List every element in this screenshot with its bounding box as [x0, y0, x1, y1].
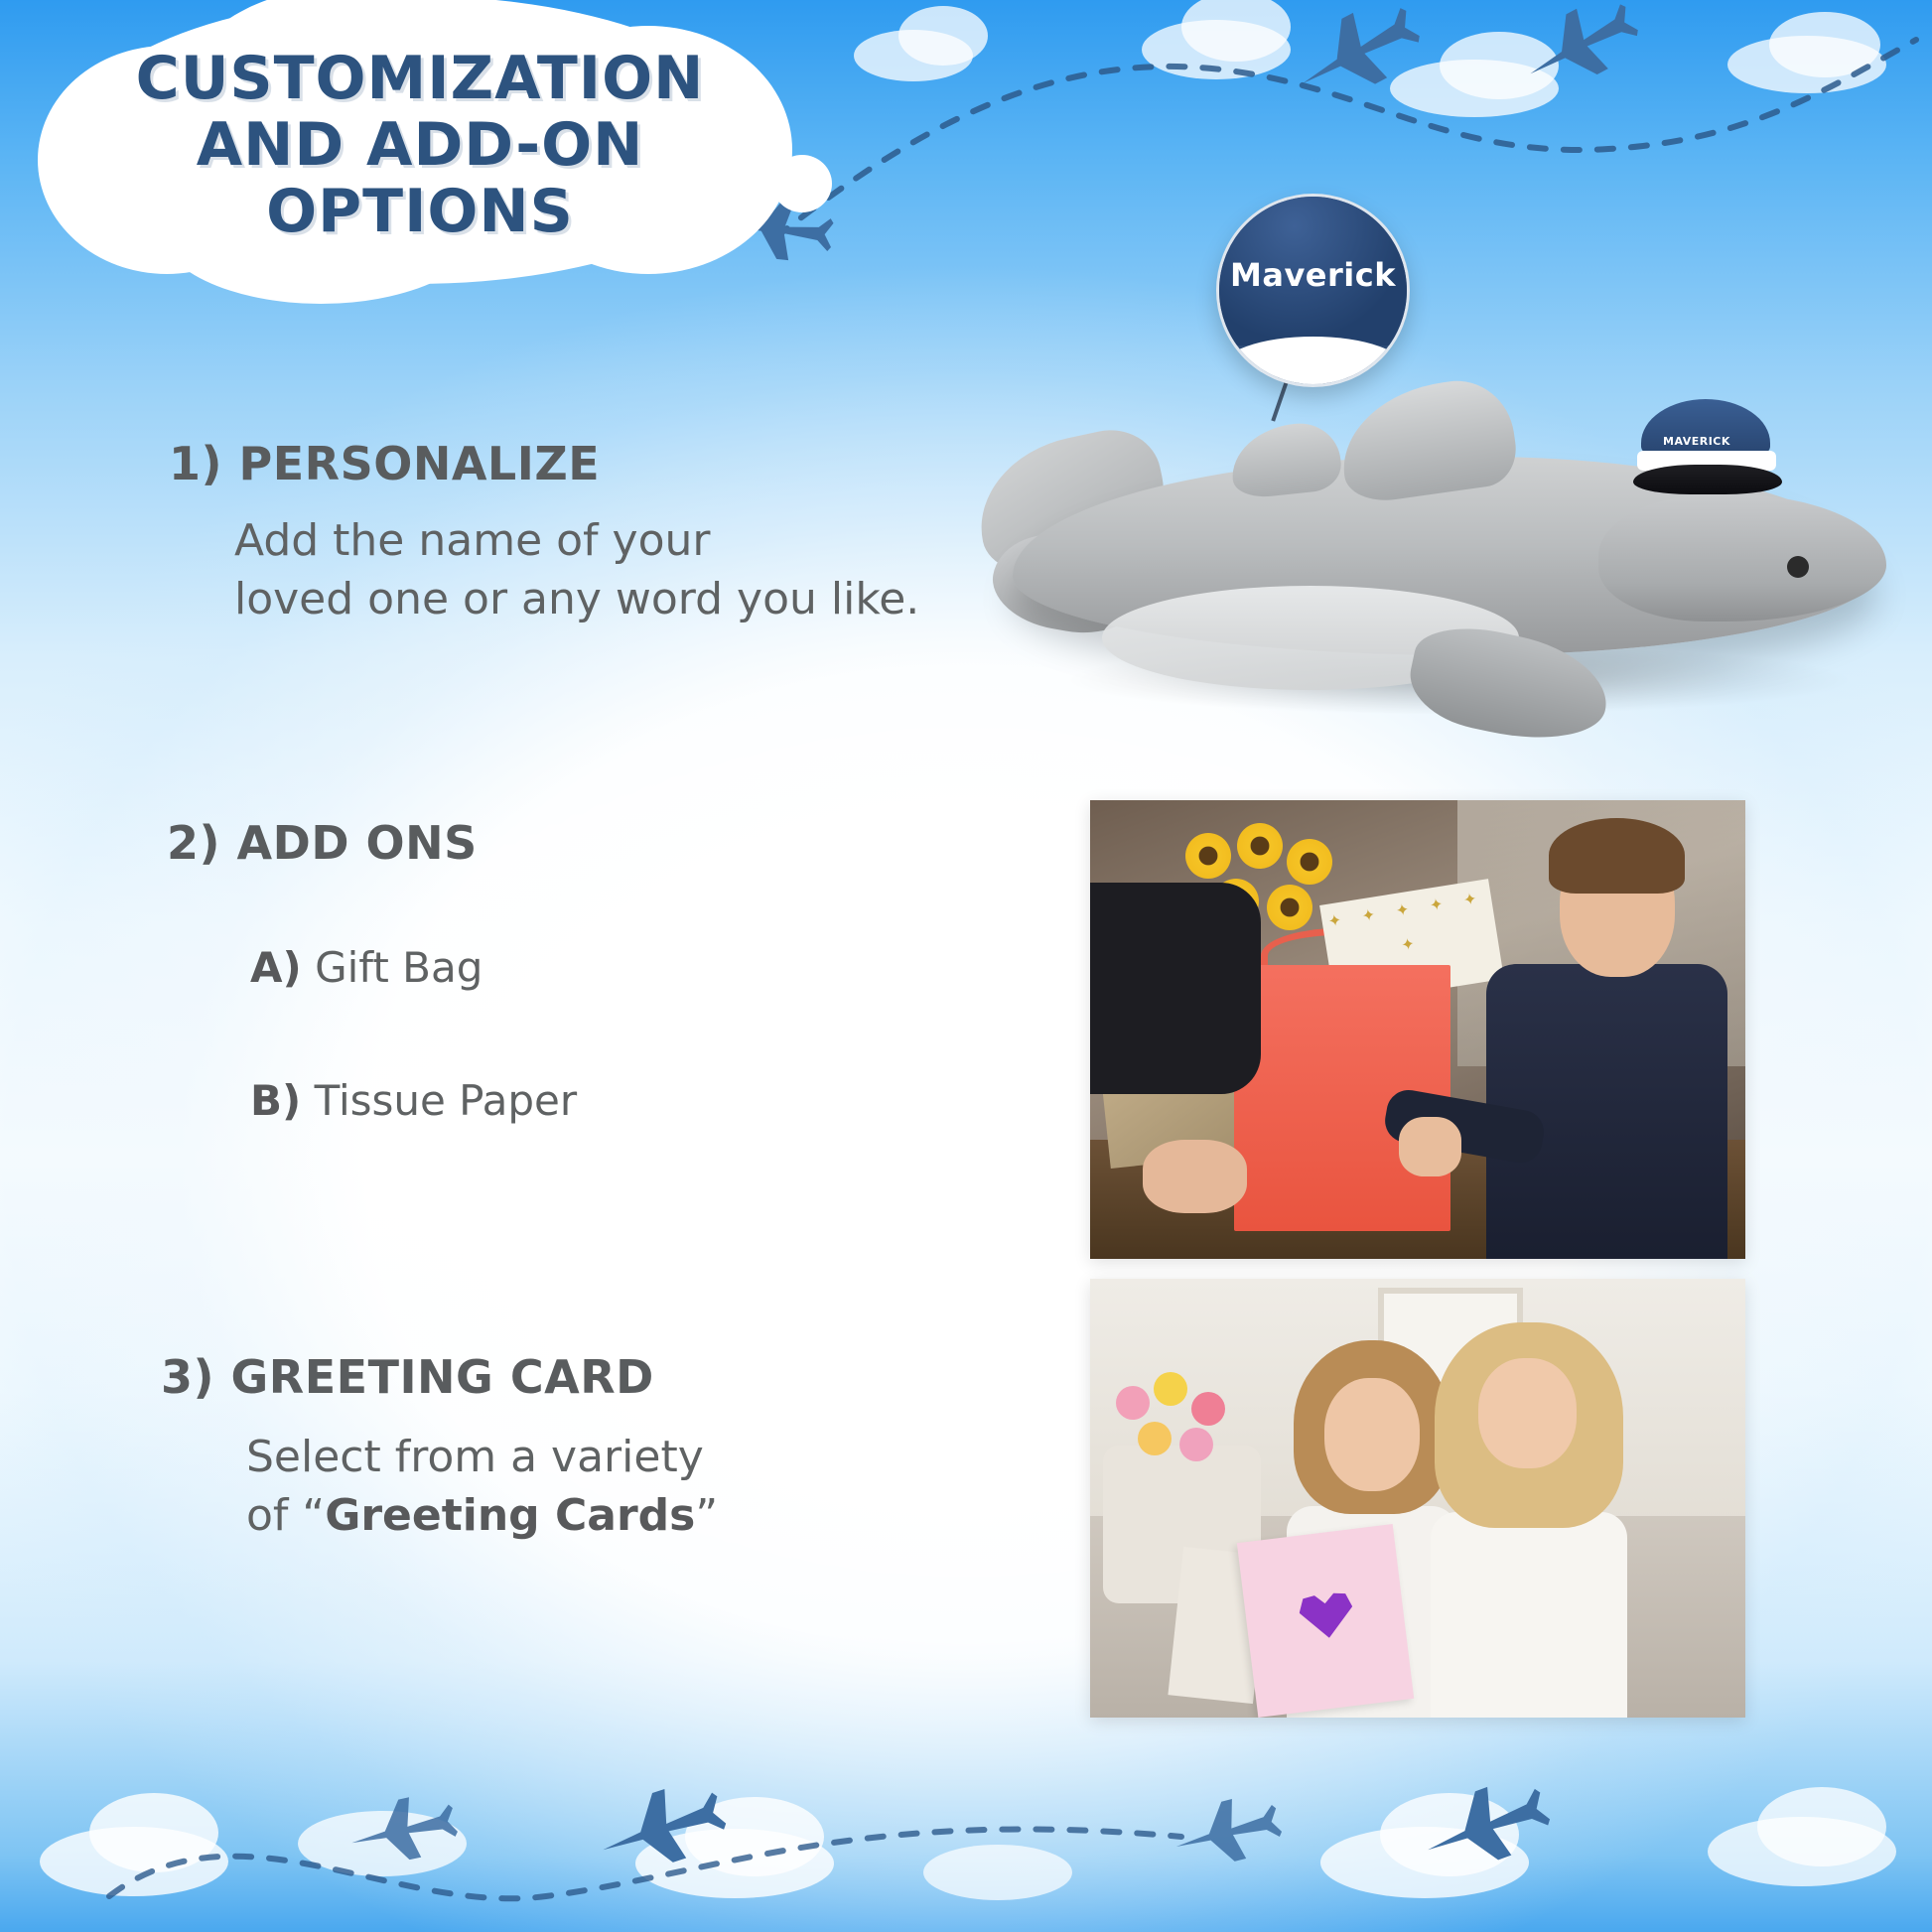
pilot-cap: [1633, 399, 1782, 498]
adult-hand: [1143, 1140, 1248, 1213]
step-1-heading: 1) PERSONALIZE: [169, 437, 601, 490]
addon-option-a: [250, 943, 483, 992]
plush-shark-product-image: [983, 208, 1896, 764]
addon-option-b: [250, 1076, 577, 1125]
addon-option-b-label: Tissue Paper: [314, 1076, 578, 1125]
gift-bag-photo: [1090, 800, 1745, 1259]
zoom-callout-icon: [1216, 194, 1410, 387]
addon-option-a-label: Gift Bag: [315, 943, 483, 992]
girl-face: [1324, 1378, 1420, 1491]
shark-snout: [1598, 494, 1886, 621]
greeting-cards-emphasis: Greeting Cards: [325, 1490, 696, 1542]
sunflower-icon: [1287, 839, 1332, 885]
page-title: [107, 46, 733, 246]
step-1-body-line-2: loved one or any word you like.: [234, 574, 920, 625]
sunflower-icon: [1185, 833, 1231, 879]
step-1-body: [234, 511, 919, 629]
adult-arm: [1090, 883, 1261, 1094]
step-3-body: [246, 1428, 718, 1546]
step-3-body-line-2: [246, 1486, 718, 1545]
sunflower-icon: [1237, 823, 1283, 869]
addon-option-a-marker: A): [250, 943, 302, 992]
greeting-card-photo: [1090, 1279, 1745, 1718]
pink-greeting-card: [1237, 1524, 1415, 1718]
tulip-icon: [1138, 1422, 1172, 1455]
step-1-body-line-1: Add the name of your: [234, 515, 711, 566]
boy-hair: [1549, 818, 1685, 893]
mother-figure: [1431, 1322, 1627, 1718]
cap-embroidered-name: MAVERICK: [1663, 435, 1730, 448]
quote-prefix: of “: [246, 1490, 326, 1542]
boy-hand: [1399, 1117, 1461, 1175]
tulip-icon: [1191, 1392, 1225, 1426]
tulip-bouquet: [1110, 1366, 1241, 1489]
step-2-heading: 2) ADD ONS: [167, 816, 478, 870]
tulip-icon: [1154, 1372, 1187, 1406]
quote-suffix: ”: [695, 1490, 719, 1542]
title-line-2: AND ADD-ON: [196, 110, 644, 181]
addon-option-b-marker: B): [250, 1076, 302, 1125]
tulip-icon: [1179, 1428, 1213, 1461]
boy-figure: [1470, 818, 1732, 1259]
title-line-1: CUSTOMIZATION: [135, 44, 705, 113]
heart-icon: [1298, 1589, 1356, 1641]
step-3-heading: 3) GREETING CARD: [161, 1350, 654, 1404]
shark-eye: [1787, 556, 1809, 578]
personalized-name-text: Maverick: [1230, 256, 1396, 294]
step-3-body-line-1: Select from a variety: [246, 1432, 704, 1482]
cap-brim: [1633, 465, 1782, 494]
sunflower-icon: [1267, 885, 1312, 930]
tulip-icon: [1116, 1386, 1150, 1420]
boy-sweater: [1486, 964, 1727, 1259]
mother-face: [1478, 1358, 1577, 1468]
mother-shirt: [1431, 1512, 1627, 1718]
title-line-3: OPTIONS: [266, 177, 574, 247]
